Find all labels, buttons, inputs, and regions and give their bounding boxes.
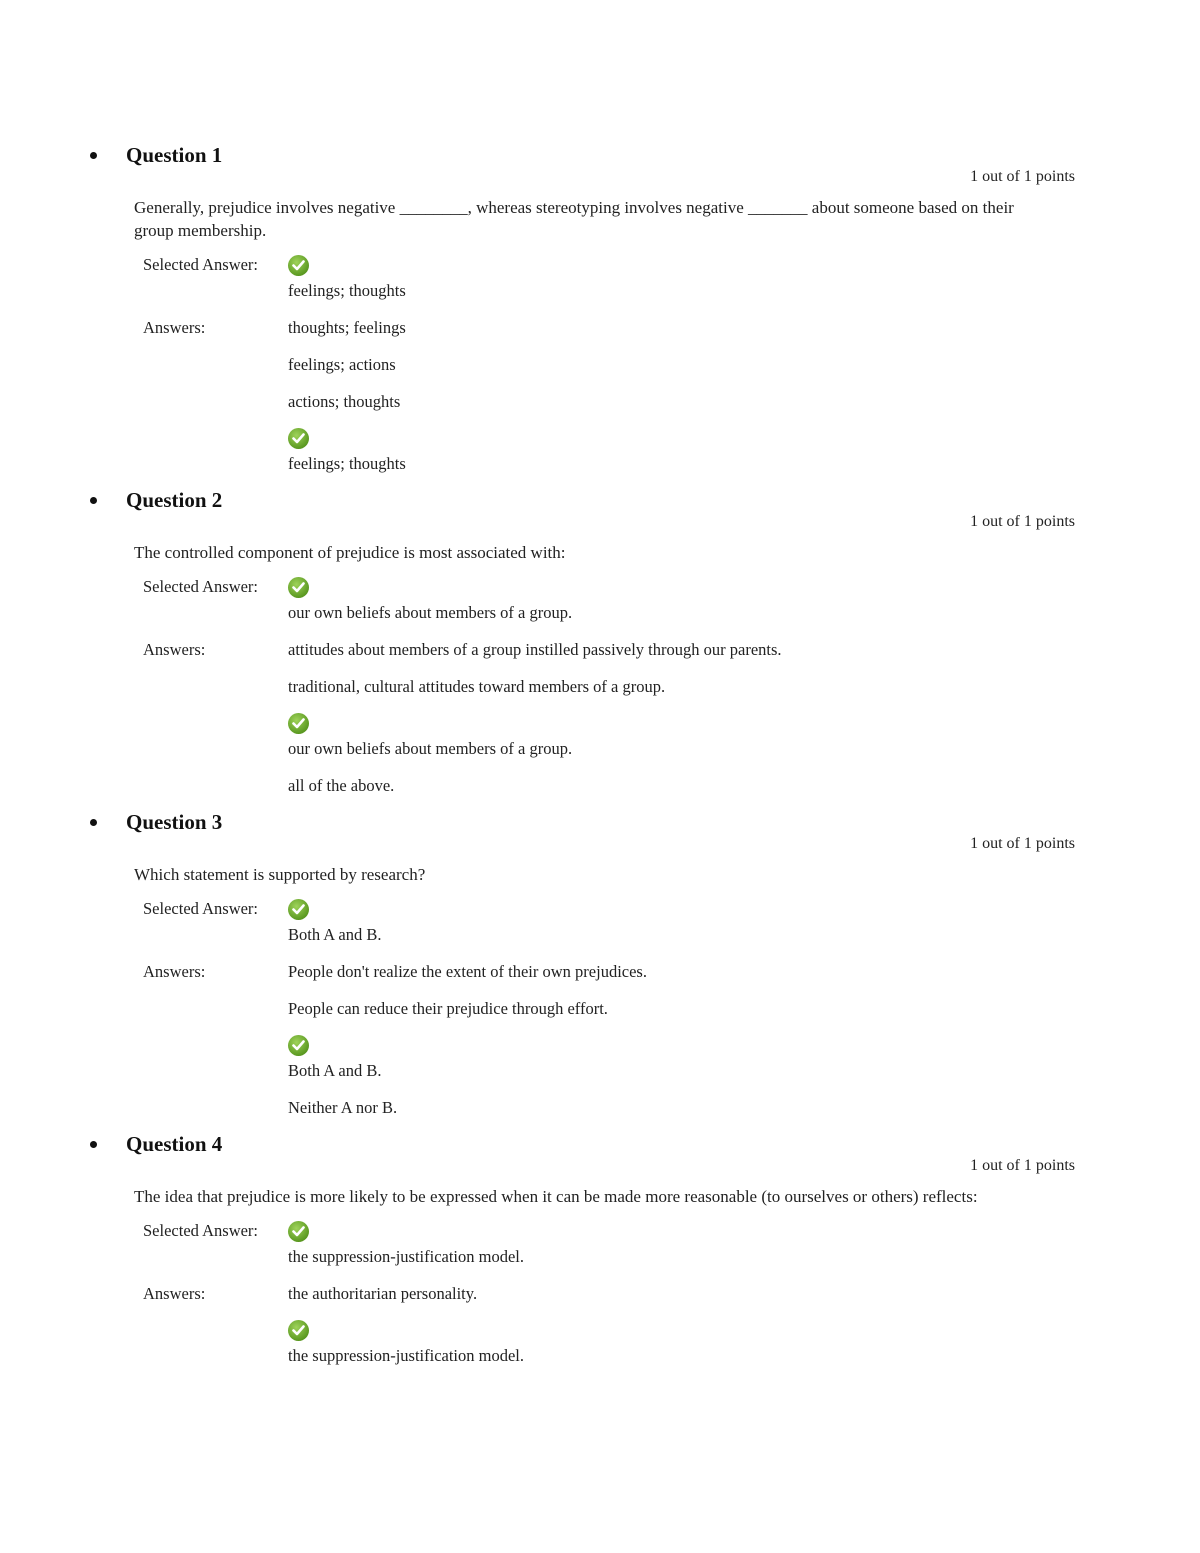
points-score: 1 out of 1 points	[970, 168, 1075, 185]
answers-label: Answers:	[143, 640, 206, 659]
bullet	[90, 497, 97, 504]
question-title: Question 1	[126, 143, 223, 167]
answer-text: all of the above.	[288, 776, 395, 795]
answers-label: Answers:	[143, 1284, 206, 1303]
question-title: Question 4	[126, 1132, 223, 1156]
answer-text: the suppression-justification model.	[288, 1346, 525, 1365]
correct-check-icon	[288, 577, 309, 598]
answer-option	[288, 1035, 1200, 1082]
answer-option	[288, 391, 1200, 413]
answer-option	[288, 775, 1200, 797]
answer-text: Both A and B.	[288, 1061, 382, 1080]
selected-answer-label: Selected Answer:	[143, 577, 259, 596]
answer-option	[288, 1097, 1200, 1119]
question-text: Generally, prejudice involves negative ________, whereas stereotyping involves negative _______ about someone based on their group membership.	[134, 198, 1014, 240]
answer-option	[288, 354, 1200, 376]
answers-label: Answers:	[143, 318, 206, 337]
selected-answer-label: Selected Answer:	[143, 899, 259, 918]
question-block	[0, 1132, 1200, 1367]
answer-text: attitudes about members of a group instilled passively through our parents.	[288, 640, 782, 659]
selected-answer-section	[143, 577, 1200, 624]
answer-text: People can reduce their prejudice through effort.	[288, 999, 608, 1018]
selected-answer-section	[143, 899, 1200, 946]
bullet	[90, 152, 97, 159]
answer-option	[288, 1283, 1200, 1305]
selected-answer-label: Selected Answer:	[143, 255, 259, 274]
answer-text: thoughts; feelings	[288, 318, 406, 337]
answer-text: our own beliefs about members of a group.	[288, 739, 573, 758]
bullet	[90, 819, 97, 826]
answer-option	[288, 998, 1200, 1020]
correct-check-icon	[288, 1221, 309, 1242]
question-text: The controlled component of prejudice is most associated with:	[134, 543, 566, 562]
points-score: 1 out of 1 points	[970, 835, 1075, 852]
answer-option	[288, 1320, 1200, 1367]
correct-check-icon	[288, 428, 309, 449]
correct-check-icon	[288, 713, 309, 734]
correct-check-icon	[288, 255, 309, 276]
bullet	[90, 1141, 97, 1148]
answer-text: traditional, cultural attitudes toward members of a group.	[288, 677, 666, 696]
selected-answer-text: Both A and B.	[288, 925, 382, 944]
question-block	[0, 143, 1200, 475]
answers-section	[143, 317, 1200, 475]
question-text: Which statement is supported by research?	[134, 865, 426, 884]
answer-text: Neither A nor B.	[288, 1098, 398, 1117]
selected-answer-text: our own beliefs about members of a group.	[288, 603, 573, 622]
selected-answer-section	[143, 255, 1200, 302]
quiz-results	[0, 143, 1200, 1380]
answers-section	[143, 639, 1200, 797]
answer-option	[288, 428, 1200, 475]
selected-answer-text: the suppression-justification model.	[288, 1247, 525, 1266]
points-score: 1 out of 1 points	[970, 1157, 1075, 1174]
question-block	[0, 810, 1200, 1119]
answer-text: the authoritarian personality.	[288, 1284, 478, 1303]
answers-label: Answers:	[143, 962, 206, 981]
answer-option	[288, 676, 1200, 698]
selected-answer-label: Selected Answer:	[143, 1221, 259, 1240]
answer-option	[288, 961, 1200, 983]
correct-check-icon	[288, 1035, 309, 1056]
answer-option	[288, 713, 1200, 760]
answer-text: feelings; thoughts	[288, 454, 406, 473]
points-score: 1 out of 1 points	[970, 513, 1075, 530]
question-title: Question 3	[126, 810, 223, 834]
selected-answer-text: feelings; thoughts	[288, 281, 406, 300]
answer-text: feelings; actions	[288, 355, 396, 374]
answers-section	[143, 961, 1200, 1119]
answer-option	[288, 639, 1200, 661]
answer-text: People don't realize the extent of their own prejudices.	[288, 962, 647, 981]
question-block	[0, 488, 1200, 797]
answer-text: actions; thoughts	[288, 392, 401, 411]
question-text: The idea that prejudice is more likely to be expressed when it can be made more reasonable (to ourselves or others) reflects:	[134, 1187, 978, 1206]
selected-answer-section	[143, 1221, 1200, 1268]
question-title: Question 2	[126, 488, 223, 512]
correct-check-icon	[288, 899, 309, 920]
correct-check-icon	[288, 1320, 309, 1341]
answers-section	[143, 1283, 1200, 1367]
answer-option	[288, 317, 1200, 339]
